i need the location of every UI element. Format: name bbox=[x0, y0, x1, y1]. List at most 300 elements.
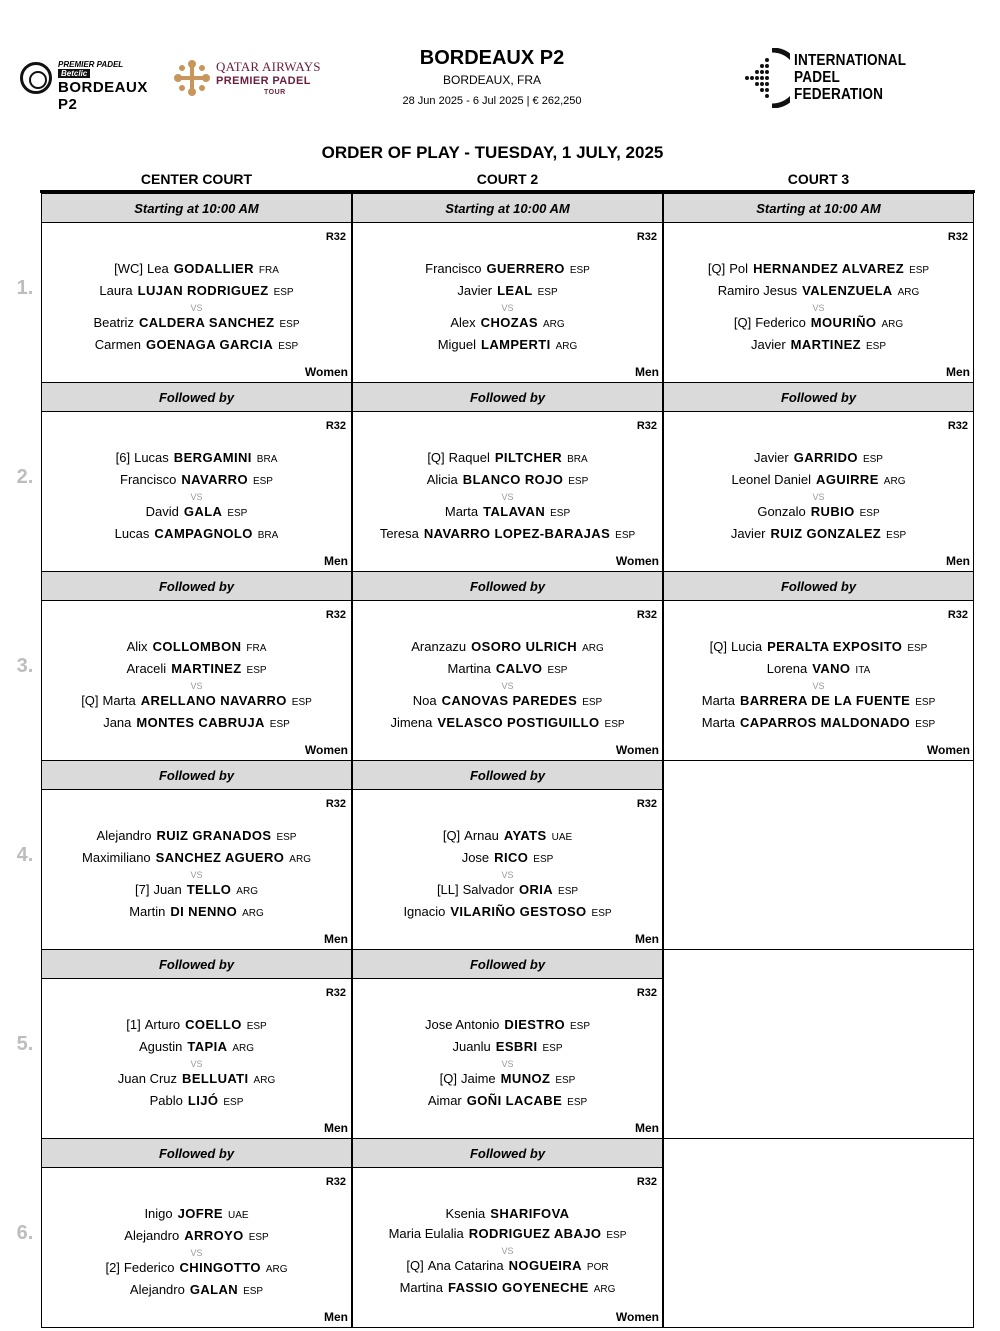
player-nationality: ESP bbox=[567, 1097, 588, 1108]
player-last-name: DI NENNO bbox=[170, 904, 238, 919]
player-last-name: GUERRERO bbox=[486, 261, 565, 276]
player-nationality: ARG bbox=[289, 854, 311, 865]
player-first-name: Marta bbox=[102, 693, 136, 708]
logo-mid-line2: PREMIER PADEL bbox=[216, 75, 311, 87]
court-header-court2: COURT 2 bbox=[476, 171, 539, 187]
match-players bbox=[42, 448, 351, 546]
logo-right-line3: FEDERATION bbox=[794, 86, 884, 103]
round-label: R32 bbox=[636, 609, 657, 621]
versus-label: VS bbox=[812, 492, 825, 502]
player-line bbox=[664, 281, 973, 303]
match-body bbox=[664, 412, 973, 570]
player-first-name: Francisco bbox=[120, 472, 177, 487]
versus-label: VS bbox=[190, 870, 203, 880]
match-players bbox=[353, 637, 662, 735]
player-first-name: Marta bbox=[701, 693, 735, 708]
versus-label: VS bbox=[501, 303, 514, 313]
player-nationality: ESP bbox=[568, 476, 589, 487]
player-line bbox=[664, 691, 973, 713]
player-line bbox=[664, 637, 973, 659]
player-last-name: LUJAN RODRIGUEZ bbox=[137, 283, 269, 298]
match-start-label: Followed by bbox=[353, 950, 662, 979]
category-label: Men bbox=[635, 365, 659, 379]
logo-mid-line1: QATAR AIRWAYS bbox=[216, 59, 321, 74]
player-nationality: ARG bbox=[232, 1043, 255, 1054]
player-last-name: GOÑI LACABE bbox=[466, 1093, 563, 1108]
match-players bbox=[353, 259, 662, 357]
player-nationality: BRA bbox=[256, 454, 278, 465]
match-start-label: Followed by bbox=[664, 572, 973, 601]
match-start-label: Followed by bbox=[42, 1139, 351, 1168]
match-body bbox=[353, 1168, 662, 1326]
player-first-name: Francisco bbox=[425, 261, 482, 276]
versus-label: VS bbox=[501, 1059, 514, 1069]
player-nationality: ESP bbox=[909, 265, 930, 276]
player-last-name: COELLO bbox=[185, 1017, 242, 1032]
player-seed: [2] bbox=[105, 1260, 120, 1275]
event-dates: 28 Jun 2025 - 6 Jul 2025 | € 262,250 bbox=[402, 95, 582, 107]
player-first-name: Lorena bbox=[766, 661, 808, 676]
player-line bbox=[42, 691, 351, 713]
player-line bbox=[664, 259, 973, 281]
round-label: R32 bbox=[325, 231, 346, 243]
player-first-name: Beatriz bbox=[93, 315, 134, 330]
player-nationality: ARG bbox=[883, 476, 906, 487]
row-number: 2. bbox=[16, 466, 34, 488]
qatar-airways-premier-padel-logo bbox=[172, 58, 322, 100]
player-first-name: Juan bbox=[153, 882, 182, 897]
federation-name bbox=[794, 52, 906, 103]
player-line bbox=[42, 470, 351, 492]
match-start-label: Starting at 10:00 AM bbox=[42, 194, 351, 223]
player-nationality: ESP bbox=[291, 697, 312, 708]
player-line bbox=[353, 1204, 662, 1224]
match-players bbox=[664, 637, 973, 735]
player-line bbox=[664, 659, 973, 681]
match-players bbox=[42, 259, 351, 357]
player-last-name: CHOZAS bbox=[480, 315, 538, 330]
player-last-name: RODRIGUEZ ABAJO bbox=[468, 1226, 602, 1241]
player-first-name: Lea bbox=[147, 261, 169, 276]
player-nationality: ARG bbox=[593, 1284, 616, 1295]
player-nationality: ESP bbox=[278, 341, 299, 352]
player-first-name: Jimena bbox=[390, 715, 433, 730]
match-start-label: Followed by bbox=[664, 383, 973, 412]
player-line bbox=[664, 502, 973, 524]
logo-left-line3: BORDEAUX P2 bbox=[58, 79, 148, 113]
player-line bbox=[353, 1069, 662, 1091]
player-seed: [Q] bbox=[709, 639, 728, 654]
player-last-name: GALAN bbox=[189, 1282, 239, 1297]
player-last-name: SANCHEZ AGUERO bbox=[155, 850, 285, 865]
player-last-name: CALDERA SANCHEZ bbox=[138, 315, 275, 330]
player-nationality: ESP bbox=[248, 1232, 269, 1243]
player-nationality: BRA bbox=[257, 530, 279, 541]
match-body bbox=[664, 601, 973, 759]
player-first-name: Araceli bbox=[126, 661, 167, 676]
player-nationality: ESP bbox=[915, 719, 936, 730]
player-line bbox=[42, 1226, 351, 1248]
match-start-label: Followed by bbox=[353, 572, 662, 601]
player-last-name: TAPIA bbox=[187, 1039, 228, 1054]
player-last-name: NOGUEIRA bbox=[508, 1258, 582, 1273]
player-seed: [LL] bbox=[436, 882, 459, 897]
player-nationality: ESP bbox=[915, 697, 936, 708]
player-first-name: Aranzazu bbox=[411, 639, 467, 654]
player-last-name: AGUIRRE bbox=[816, 472, 879, 487]
player-nationality: ESP bbox=[276, 832, 297, 843]
player-last-name: FASSIO GOYENECHE bbox=[447, 1280, 589, 1295]
player-line bbox=[42, 902, 351, 924]
player-line bbox=[353, 637, 662, 659]
versus-label: VS bbox=[190, 303, 203, 313]
player-last-name: RICO bbox=[494, 850, 529, 865]
player-last-name: RUIZ GONZALEZ bbox=[770, 526, 882, 541]
player-last-name: BARRERA DE LA FUENTE bbox=[739, 693, 911, 708]
international-padel-federation-logo bbox=[742, 48, 907, 108]
player-first-name: Alejandro bbox=[129, 1282, 185, 1297]
player-first-name: Gonzalo bbox=[757, 504, 806, 519]
page-header bbox=[0, 0, 1000, 130]
match-body bbox=[353, 601, 662, 759]
player-line bbox=[42, 1280, 351, 1302]
round-label: R32 bbox=[325, 1176, 346, 1188]
player-first-name: Lucia bbox=[731, 639, 763, 654]
player-nationality: ESP bbox=[246, 665, 267, 676]
player-line bbox=[42, 1204, 351, 1226]
player-last-name: GOENAGA GARCIA bbox=[146, 337, 274, 352]
player-last-name: VALENZUELA bbox=[802, 283, 893, 298]
player-last-name: TALAVAN bbox=[483, 504, 546, 519]
player-last-name: RUIZ GRANADOS bbox=[156, 828, 272, 843]
match-players bbox=[353, 1015, 662, 1113]
player-first-name: Teresa bbox=[379, 526, 419, 541]
player-line bbox=[664, 524, 973, 546]
match-body bbox=[664, 223, 973, 381]
round-label: R32 bbox=[325, 798, 346, 810]
player-line bbox=[353, 281, 662, 303]
player-first-name: Pol bbox=[729, 261, 749, 276]
match-card-center bbox=[41, 760, 352, 950]
player-seed: [7] bbox=[135, 882, 150, 897]
player-line bbox=[42, 1015, 351, 1037]
match-card-court3 bbox=[663, 382, 974, 572]
player-nationality: ESP bbox=[227, 508, 248, 519]
player-nationality: ARG bbox=[582, 643, 604, 654]
player-nationality: ESP bbox=[269, 719, 290, 730]
player-nationality: UAE bbox=[227, 1210, 249, 1221]
player-nationality: ESP bbox=[273, 287, 294, 298]
logo-right-line2: PADEL bbox=[794, 69, 840, 86]
match-body bbox=[42, 223, 351, 381]
player-first-name: Federico bbox=[755, 315, 806, 330]
player-line bbox=[42, 259, 351, 281]
round-label: R32 bbox=[325, 420, 346, 432]
category-label: Men bbox=[635, 932, 659, 946]
match-start-label: Starting at 10:00 AM bbox=[353, 194, 662, 223]
player-line bbox=[42, 335, 351, 357]
player-seed: [1] bbox=[126, 1017, 141, 1032]
player-first-name: Maria Eulalia bbox=[388, 1226, 464, 1241]
player-first-name: Juan Cruz bbox=[117, 1071, 178, 1086]
match-players bbox=[353, 1204, 662, 1300]
round-label: R32 bbox=[636, 420, 657, 432]
player-last-name: MARTINEZ bbox=[790, 337, 862, 352]
player-line bbox=[42, 1091, 351, 1113]
logo-mid-line3: TOUR bbox=[264, 89, 286, 96]
player-seed: [WC] bbox=[114, 261, 144, 276]
match-start-label: Followed by bbox=[42, 761, 351, 790]
player-nationality: ESP bbox=[243, 1286, 264, 1297]
player-first-name: Arturo bbox=[144, 1017, 181, 1032]
player-last-name: ARROYO bbox=[184, 1228, 244, 1243]
player-line bbox=[664, 313, 973, 335]
player-last-name: NAVARRO LOPEZ-BARAJAS bbox=[423, 526, 611, 541]
player-line bbox=[353, 1015, 662, 1037]
round-label: R32 bbox=[636, 987, 657, 999]
player-first-name: Inigo bbox=[144, 1206, 173, 1221]
player-last-name: MOURIÑO bbox=[810, 315, 877, 330]
player-last-name: BELLUATI bbox=[182, 1071, 249, 1086]
category-label: Women bbox=[615, 1310, 659, 1324]
player-line bbox=[353, 1037, 662, 1059]
versus-label: VS bbox=[501, 681, 514, 691]
player-nationality: POR bbox=[586, 1262, 609, 1273]
versus-label: VS bbox=[190, 492, 203, 502]
player-last-name: LIJÓ bbox=[187, 1093, 219, 1108]
category-label: Women bbox=[615, 554, 659, 568]
player-last-name: TELLO bbox=[186, 882, 232, 897]
player-seed: [6] bbox=[115, 450, 131, 465]
event-title: BORDEAUX P2 bbox=[419, 47, 565, 69]
category-label: Women bbox=[304, 365, 348, 379]
player-nationality: ARG bbox=[897, 287, 920, 298]
player-last-name: RUBIO bbox=[810, 504, 855, 519]
logo-right-line1: INTERNATIONAL bbox=[794, 52, 907, 69]
player-nationality: ESP bbox=[582, 697, 603, 708]
player-first-name: Alicia bbox=[426, 472, 458, 487]
player-nationality: UAE bbox=[551, 832, 573, 843]
player-first-name: Martin bbox=[129, 904, 166, 919]
player-seed: [Q] bbox=[81, 693, 99, 708]
match-start-label: Followed by bbox=[42, 950, 351, 979]
player-first-name: Pablo bbox=[149, 1093, 183, 1108]
row-number: 3. bbox=[16, 655, 34, 677]
player-last-name: LEAL bbox=[497, 283, 533, 298]
round-label: R32 bbox=[325, 609, 346, 621]
player-last-name: NAVARRO bbox=[181, 472, 248, 487]
player-nationality: ARG bbox=[881, 319, 904, 330]
player-last-name: MONTES CABRUJA bbox=[136, 715, 265, 730]
player-nationality: ESP bbox=[547, 665, 568, 676]
player-first-name: Ana Catarina bbox=[427, 1258, 504, 1273]
match-card-court2 bbox=[352, 760, 663, 950]
match-body bbox=[42, 601, 351, 759]
logo-left-line2: Betclic bbox=[58, 69, 90, 78]
match-card-court3 bbox=[663, 571, 974, 761]
player-first-name: Laura bbox=[99, 283, 133, 298]
player-line bbox=[42, 448, 351, 470]
player-first-name: Miguel bbox=[437, 337, 476, 352]
empty-slot-court3 bbox=[663, 760, 974, 950]
player-line bbox=[353, 848, 662, 870]
category-label: Men bbox=[324, 932, 348, 946]
player-last-name: VANO bbox=[812, 661, 851, 676]
versus-label: VS bbox=[501, 870, 514, 880]
player-nationality: ESP bbox=[550, 508, 571, 519]
player-line bbox=[42, 826, 351, 848]
player-line bbox=[353, 826, 662, 848]
category-label: Men bbox=[324, 1310, 348, 1324]
player-first-name: Jaime bbox=[460, 1071, 496, 1086]
player-first-name: Ignacio bbox=[403, 904, 446, 919]
category-label: Men bbox=[324, 554, 348, 568]
player-last-name: CHINGOTTO bbox=[179, 1260, 261, 1275]
match-body bbox=[42, 412, 351, 570]
match-card-court2 bbox=[352, 571, 663, 761]
player-last-name: COLLOMBON bbox=[152, 639, 242, 654]
match-start-label: Followed by bbox=[42, 572, 351, 601]
player-last-name: LAMPERTI bbox=[480, 337, 551, 352]
match-players bbox=[353, 826, 662, 924]
player-nationality: ARG bbox=[542, 319, 565, 330]
versus-label: VS bbox=[190, 681, 203, 691]
round-label: R32 bbox=[325, 987, 346, 999]
player-line bbox=[353, 1224, 662, 1246]
player-seed: [Q] bbox=[442, 828, 461, 843]
player-first-name: Salvador bbox=[462, 882, 514, 897]
match-players bbox=[664, 448, 973, 546]
match-players bbox=[42, 637, 351, 735]
premier-padel-star-icon bbox=[172, 58, 212, 98]
match-start-label: Followed by bbox=[42, 383, 351, 412]
player-last-name: GODALLIER bbox=[173, 261, 254, 276]
player-first-name: Noa bbox=[412, 693, 437, 708]
category-label: Men bbox=[324, 1121, 348, 1135]
player-line bbox=[353, 1256, 662, 1278]
player-line bbox=[42, 637, 351, 659]
player-nationality: ESP bbox=[555, 1075, 576, 1086]
player-line bbox=[353, 659, 662, 681]
row-number: 5. bbox=[16, 1033, 34, 1055]
player-line bbox=[353, 448, 662, 470]
player-line bbox=[42, 524, 351, 546]
match-players bbox=[42, 1015, 351, 1113]
player-line bbox=[353, 524, 662, 546]
player-line bbox=[353, 691, 662, 713]
match-card-court2 bbox=[352, 1138, 663, 1328]
match-body bbox=[42, 790, 351, 948]
player-first-name: Agustin bbox=[138, 1039, 183, 1054]
player-first-name: Raquel bbox=[448, 450, 490, 465]
player-last-name: GARRIDO bbox=[793, 450, 858, 465]
player-last-name: CAPARROS MALDONADO bbox=[740, 715, 911, 730]
player-last-name: DIESTRO bbox=[504, 1017, 566, 1032]
category-label: Men bbox=[946, 365, 970, 379]
event-info bbox=[342, 47, 642, 107]
player-nationality: ITA bbox=[855, 665, 871, 676]
player-last-name: MARTINEZ bbox=[171, 661, 242, 676]
category-label: Women bbox=[615, 743, 659, 757]
versus-label: VS bbox=[501, 1246, 514, 1256]
player-first-name: Alejandro bbox=[124, 1228, 180, 1243]
versus-label: VS bbox=[501, 492, 514, 502]
player-first-name: Juanlu bbox=[452, 1039, 491, 1054]
versus-label: VS bbox=[812, 681, 825, 691]
player-nationality: ESP bbox=[886, 530, 907, 541]
match-card-court3 bbox=[663, 193, 974, 383]
player-line bbox=[42, 1258, 351, 1280]
player-line bbox=[664, 713, 973, 735]
player-nationality: ESP bbox=[558, 886, 579, 897]
player-last-name: SHARIFOVA bbox=[490, 1206, 570, 1221]
player-line bbox=[353, 259, 662, 281]
versus-label: VS bbox=[190, 1248, 203, 1258]
player-nationality: ESP bbox=[591, 908, 612, 919]
player-last-name: HERNANDEZ ALVAREZ bbox=[753, 261, 905, 276]
court-header-center: CENTER COURT bbox=[140, 171, 253, 187]
match-start-label: Starting at 10:00 AM bbox=[664, 194, 973, 223]
round-label: R32 bbox=[947, 609, 968, 621]
player-last-name: GALA bbox=[183, 504, 223, 519]
match-players bbox=[664, 259, 973, 357]
match-start-label: Followed by bbox=[353, 383, 662, 412]
player-first-name: Alix bbox=[126, 639, 148, 654]
player-nationality: FRA bbox=[246, 643, 267, 654]
player-first-name: Federico bbox=[123, 1260, 175, 1275]
player-nationality: ESP bbox=[606, 1230, 627, 1241]
player-first-name: Jana bbox=[103, 715, 132, 730]
player-last-name: PERALTA EXPOSITO bbox=[767, 639, 903, 654]
player-first-name: Maximiliano bbox=[82, 850, 151, 865]
match-body bbox=[42, 979, 351, 1137]
player-first-name: David bbox=[145, 504, 179, 519]
player-line bbox=[42, 713, 351, 735]
player-first-name: Lucas bbox=[134, 450, 169, 465]
player-first-name: Javier bbox=[750, 337, 786, 352]
player-line bbox=[42, 1037, 351, 1059]
player-nationality: ARG bbox=[555, 341, 578, 352]
player-last-name: CALVO bbox=[495, 661, 543, 676]
player-first-name: Ramiro Jesus bbox=[717, 283, 798, 298]
logo-left-line1: PREMIER PADEL bbox=[58, 60, 124, 69]
player-first-name: Alex bbox=[450, 315, 476, 330]
player-first-name: Marta bbox=[444, 504, 479, 519]
round-label: R32 bbox=[636, 231, 657, 243]
player-nationality: ESP bbox=[615, 530, 636, 541]
match-start-label: Followed by bbox=[353, 1139, 662, 1168]
player-first-name: Javier bbox=[754, 450, 789, 465]
player-last-name: CAMPAGNOLO bbox=[154, 526, 253, 541]
match-players bbox=[42, 826, 351, 924]
match-card-court2 bbox=[352, 949, 663, 1139]
player-line bbox=[664, 470, 973, 492]
player-nationality: ARG bbox=[253, 1075, 276, 1086]
player-line bbox=[353, 470, 662, 492]
player-line bbox=[42, 281, 351, 303]
match-card-center bbox=[41, 193, 352, 383]
player-last-name: VELASCO POSTIGUILLO bbox=[437, 715, 600, 730]
player-line bbox=[353, 313, 662, 335]
player-nationality: ESP bbox=[569, 265, 590, 276]
player-nationality: FRA bbox=[258, 265, 279, 276]
player-line bbox=[353, 1091, 662, 1113]
player-line bbox=[42, 659, 351, 681]
player-last-name: BLANCO ROJO bbox=[462, 472, 564, 487]
round-label: R32 bbox=[947, 231, 968, 243]
player-nationality: ESP bbox=[533, 854, 554, 865]
player-first-name: Jose bbox=[461, 850, 490, 865]
